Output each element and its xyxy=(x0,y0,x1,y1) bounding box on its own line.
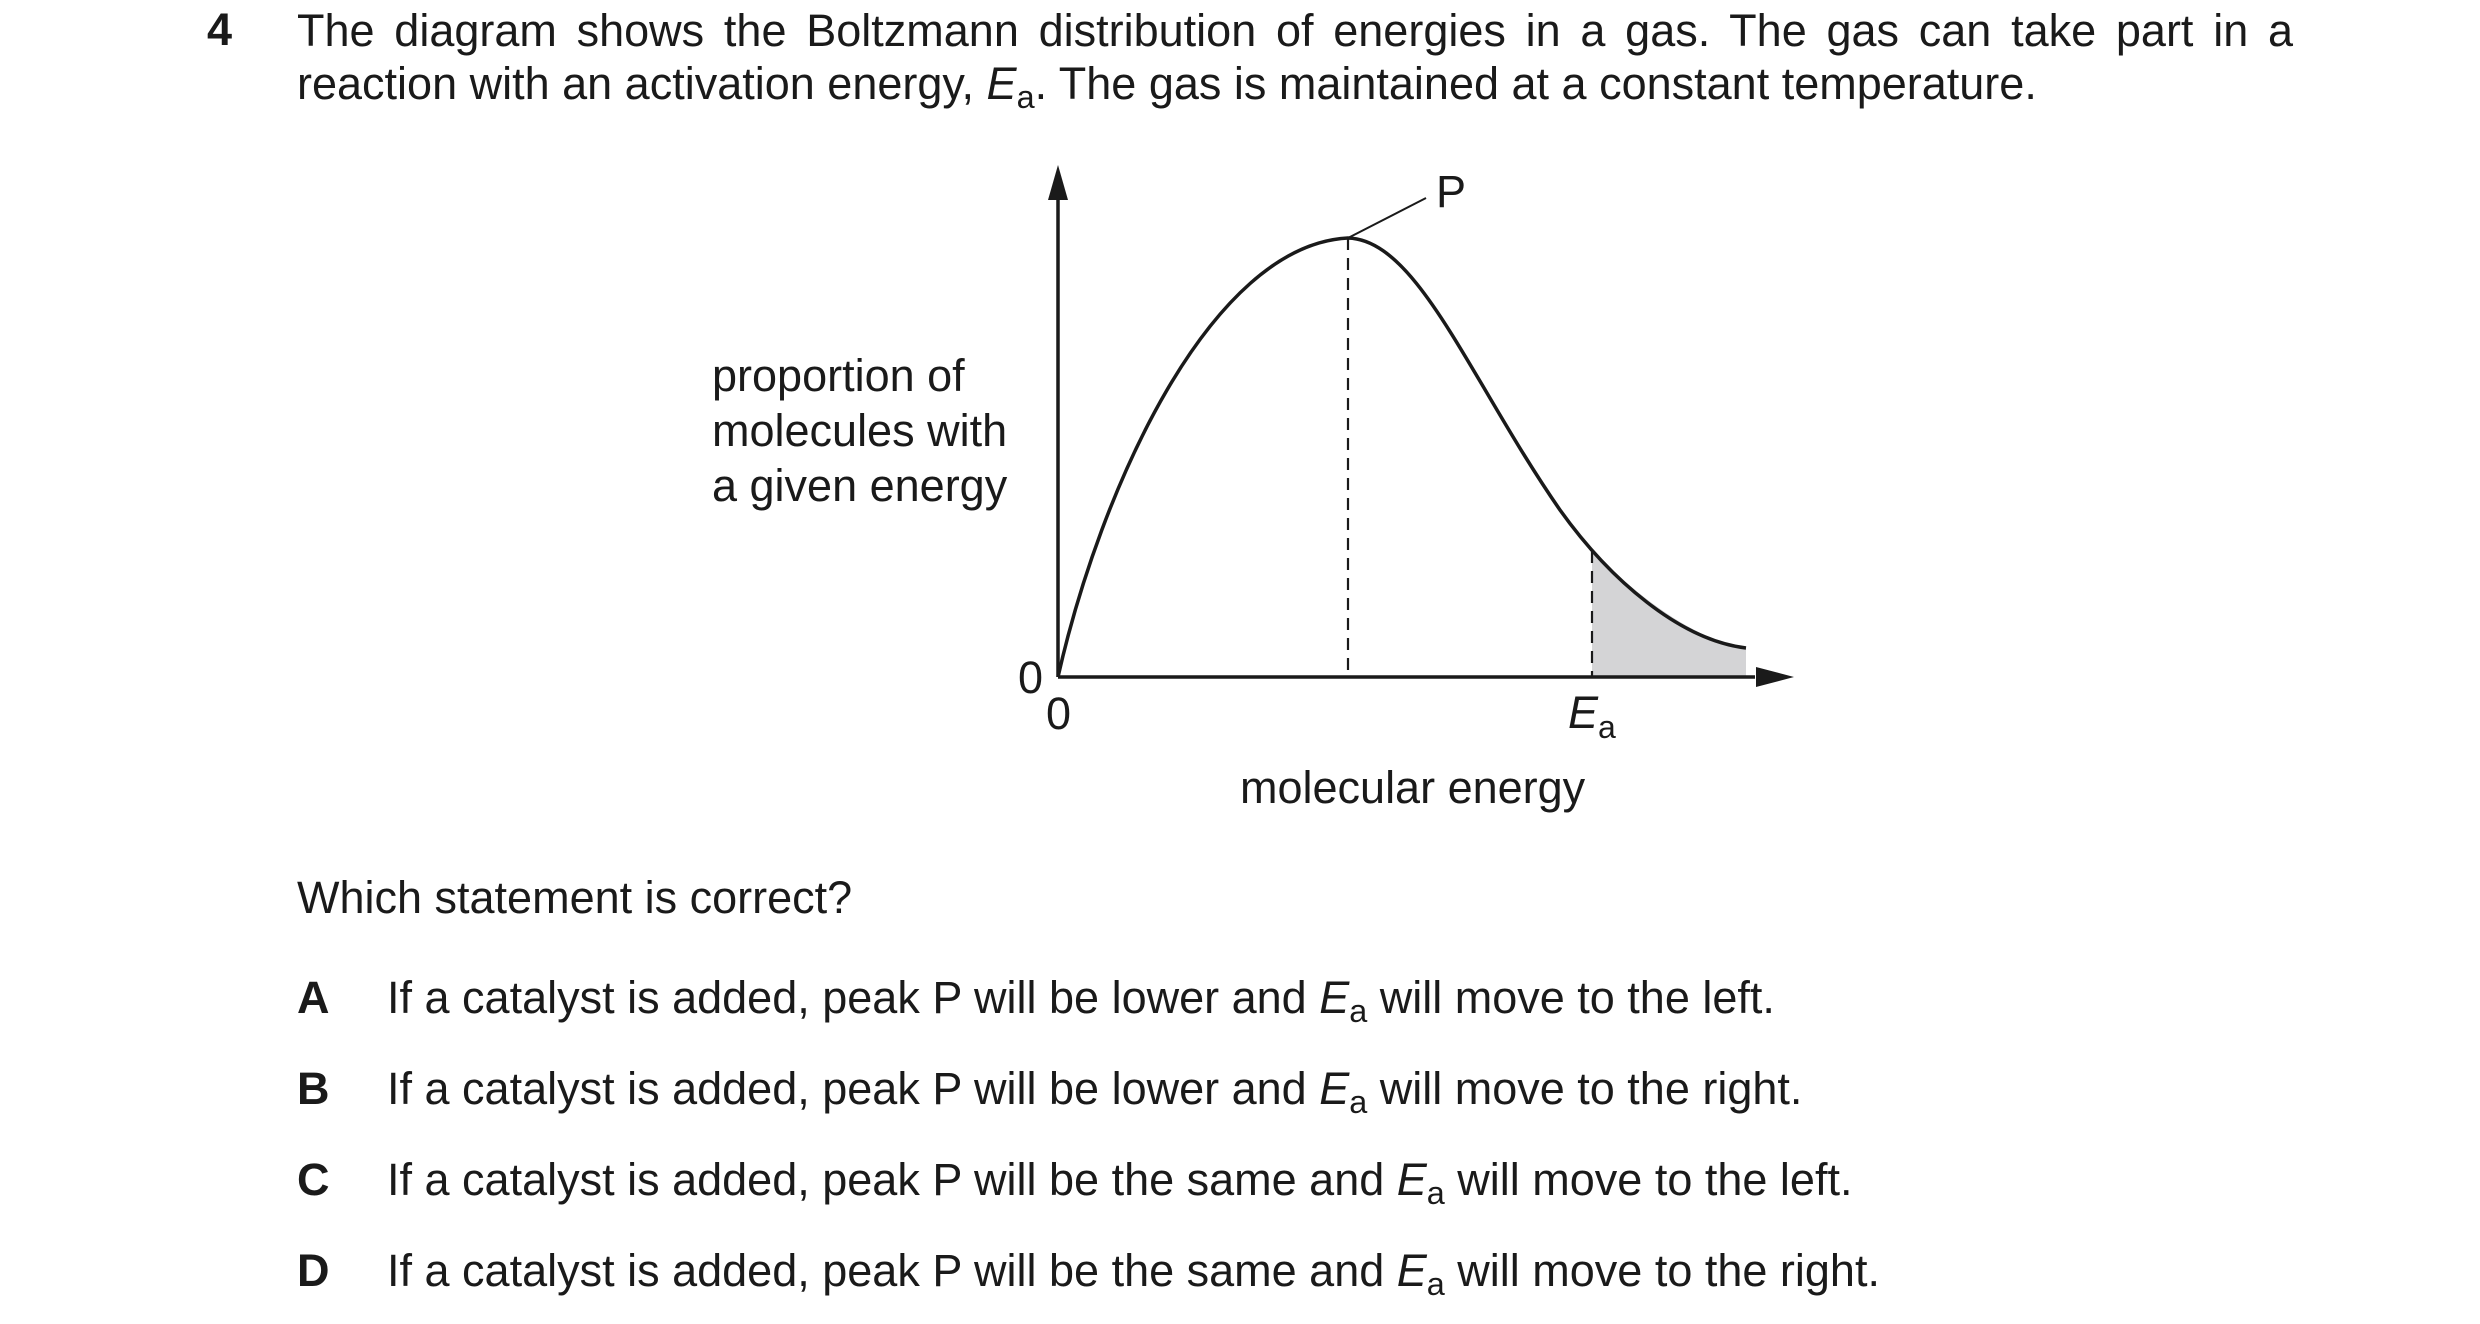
activation-energy-subscript: a xyxy=(1349,993,1368,1030)
option-text xyxy=(387,1154,1853,1212)
activation-energy-symbol: E xyxy=(1319,1063,1350,1114)
x-axis-arrowhead xyxy=(1756,667,1794,687)
option-text xyxy=(387,1063,1803,1121)
option-text-start: If a catalyst is added, peak P will be the same and xyxy=(387,1154,1397,1205)
y-axis-arrowhead xyxy=(1048,165,1068,200)
option-letter: C xyxy=(297,1154,330,1205)
option-text-end: will move to the right. xyxy=(1367,1063,1803,1114)
y-origin-label: 0 xyxy=(1018,652,1044,703)
ea-axis-label xyxy=(1568,687,1616,745)
shaded-area-above-ea xyxy=(1592,551,1746,677)
ea-axis-label-sub: a xyxy=(1598,709,1616,745)
option-letter: D xyxy=(297,1245,330,1296)
option-text xyxy=(387,1245,1880,1303)
question-prompt: Which statement is correct? xyxy=(297,872,853,923)
option-text xyxy=(387,972,1775,1030)
option-text-end: will move to the left. xyxy=(1367,972,1775,1023)
activation-energy-symbol: E xyxy=(986,58,1017,109)
question-number: 4 xyxy=(207,4,233,55)
y-axis-label-line-1: proportion of xyxy=(712,350,965,401)
stem-line-2-start: reaction with an activation energy, xyxy=(297,58,987,109)
option-text-start: If a catalyst is added, peak P will be lower and xyxy=(387,1063,1320,1114)
option-letter: B xyxy=(297,1063,330,1114)
activation-energy-symbol: E xyxy=(1396,1154,1427,1205)
activation-energy-subscript: a xyxy=(1016,79,1035,116)
stem-line-2-end: . The gas is maintained at a constant temperature. xyxy=(1034,58,2037,109)
peak-label: P xyxy=(1436,166,1467,217)
option-text-start: If a catalyst is added, peak P will be lower and xyxy=(387,972,1320,1023)
activation-energy-symbol: E xyxy=(1319,972,1350,1023)
y-axis-label-line-3: a given energy xyxy=(712,460,1008,511)
option-letter: A xyxy=(297,972,330,1023)
option-text-end: will move to the left. xyxy=(1444,1154,1853,1205)
option-text-end: will move to the right. xyxy=(1444,1245,1880,1296)
activation-energy-subscript: a xyxy=(1426,1266,1445,1303)
stem-line-1: The diagram shows the Boltzmann distribution of energies in a gas. The gas can take part in a xyxy=(297,5,2293,56)
activation-energy-symbol: E xyxy=(1396,1245,1427,1296)
peak-leader-line xyxy=(1348,198,1426,238)
x-origin-label: 0 xyxy=(1046,688,1072,739)
option-text-start: If a catalyst is added, peak P will be the same and xyxy=(387,1245,1397,1296)
y-axis-label-line-2: molecules with xyxy=(712,405,1008,456)
x-axis-label: molecular energy xyxy=(1240,762,1586,813)
activation-energy-subscript: a xyxy=(1349,1084,1368,1121)
activation-energy-subscript: a xyxy=(1426,1175,1445,1212)
ea-axis-label-e: E xyxy=(1568,687,1599,738)
